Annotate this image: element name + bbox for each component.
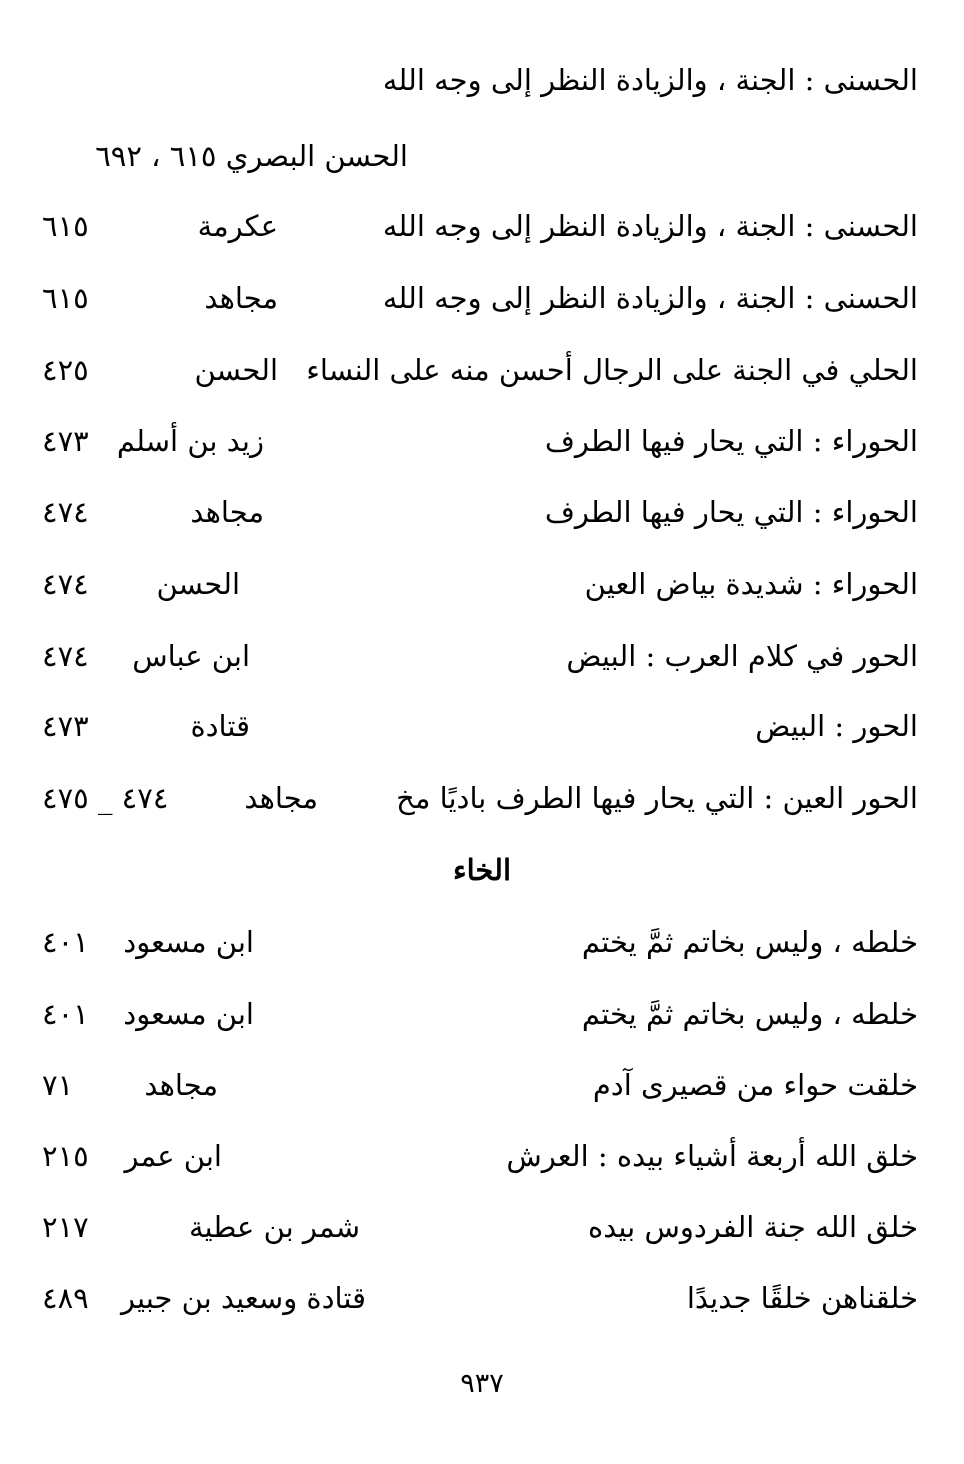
entry-phrase: الحوراء : شديدة بياض العين <box>584 567 918 601</box>
entry-phrase: خلق الله أربعة أشياء بيده : العرش <box>506 1139 918 1173</box>
index-entry <box>42 342 918 398</box>
entry-phrase: خلق الله جنة الفردوس بيده <box>588 1210 918 1244</box>
entry-narrator: مجاهد <box>144 1068 218 1102</box>
entry-page-ref: ٤٧٤ <box>42 639 89 673</box>
entry-page-ref: ٤٧٣ <box>42 424 89 458</box>
entry-narrator: ابن مسعود <box>123 925 254 959</box>
index-entry <box>42 484 918 540</box>
entry-page-ref: ٤٢٥ <box>42 353 89 387</box>
index-entry <box>42 1199 918 1255</box>
entry-phrase: الحلي في الجنة على الرجال أحسن منه على النساء <box>306 353 918 387</box>
entry-page-ref: ٤٨٩ <box>42 1281 89 1315</box>
entry-page-ref: ٦١٥ <box>42 209 89 243</box>
entry-page-ref: ٧١ <box>42 1068 74 1102</box>
entry-phrase: خلقناهن خلقًا جديدًا <box>686 1281 918 1315</box>
entry-narrator: ابن عباس <box>132 639 250 673</box>
entry-narrator: الحسن <box>194 353 278 387</box>
index-entry <box>42 698 918 754</box>
entry-narrator: ابن عمر <box>124 1139 222 1173</box>
entry-page-ref: ٢١٧ <box>42 1210 89 1244</box>
entry-continuation: الحسن البصري ٦١٥ ، ٦٩٢ <box>95 139 408 173</box>
index-entry <box>42 52 918 108</box>
entry-narrator: الحسن <box>156 567 240 601</box>
entry-narrator: ابن مسعود <box>123 997 254 1031</box>
entry-narrator: مجاهد <box>190 495 264 529</box>
index-entry <box>42 1057 918 1113</box>
index-entry <box>42 413 918 469</box>
entry-page-ref: ٤٧٣ <box>42 709 89 743</box>
entry-phrase: الحوراء : التي يحار فيها الطرف <box>544 495 918 529</box>
entry-narrator: قتادة وسعيد بن جبير <box>120 1281 366 1315</box>
entry-narrator: قتادة <box>190 709 250 743</box>
index-entry <box>42 986 918 1042</box>
entry-phrase: خلقت حواء من قصيرى آدم <box>592 1068 918 1102</box>
entry-narrator: مجاهد <box>204 281 278 315</box>
entry-phrase: الحسنى : الجنة ، والزيادة النظر إلى وجه الله <box>382 281 918 315</box>
section-heading: الخاء <box>452 853 512 887</box>
index-entry <box>42 1128 918 1184</box>
entry-narrator: عكرمة <box>197 209 278 243</box>
entry-phrase: الحسنى : الجنة ، والزيادة النظر إلى وجه الله <box>382 209 918 243</box>
entry-narrator: شمر بن عطية <box>188 1210 360 1244</box>
entry-narrator: زيد بن أسلم <box>116 424 264 458</box>
index-entry <box>42 1270 918 1326</box>
index-entry <box>42 198 918 254</box>
entry-phrase: الحسنى : الجنة ، والزيادة النظر إلى وجه الله <box>382 63 918 97</box>
entry-phrase: الحور العين : التي يحار فيها الطرف باديًا مخ <box>396 781 918 815</box>
index-entry <box>42 556 918 612</box>
entry-phrase: خلطه ، وليس بخاتم ثمَّ يختم <box>581 925 918 959</box>
entry-phrase: الحور : البيض <box>755 709 918 743</box>
entry-phrase: الحوراء : التي يحار فيها الطرف <box>544 424 918 458</box>
entry-phrase: خلطه ، وليس بخاتم ثمَّ يختم <box>581 997 918 1031</box>
index-entry <box>42 270 918 326</box>
entry-page-ref: ٤٧٤ <box>42 567 89 601</box>
entry-page-ref: ٤٧٤ <box>42 495 89 529</box>
index-entry <box>42 914 918 970</box>
entry-page-ref: ٤٠١ <box>42 997 89 1031</box>
entry-page-ref: ٤٠١ <box>42 925 89 959</box>
entry-page-ref: ٢١٥ <box>42 1139 89 1173</box>
entry-narrator: مجاهد <box>244 781 318 815</box>
index-entry <box>42 628 918 684</box>
index-entry <box>42 770 918 826</box>
entry-phrase: الحور في كلام العرب : البيض <box>566 639 918 673</box>
entry-page-ref: ٤٧٤ _ ٤٧٥ <box>42 781 169 815</box>
entry-page-ref: ٦١٥ <box>42 281 89 315</box>
page-number: ٩٣٧ <box>460 1368 504 1399</box>
